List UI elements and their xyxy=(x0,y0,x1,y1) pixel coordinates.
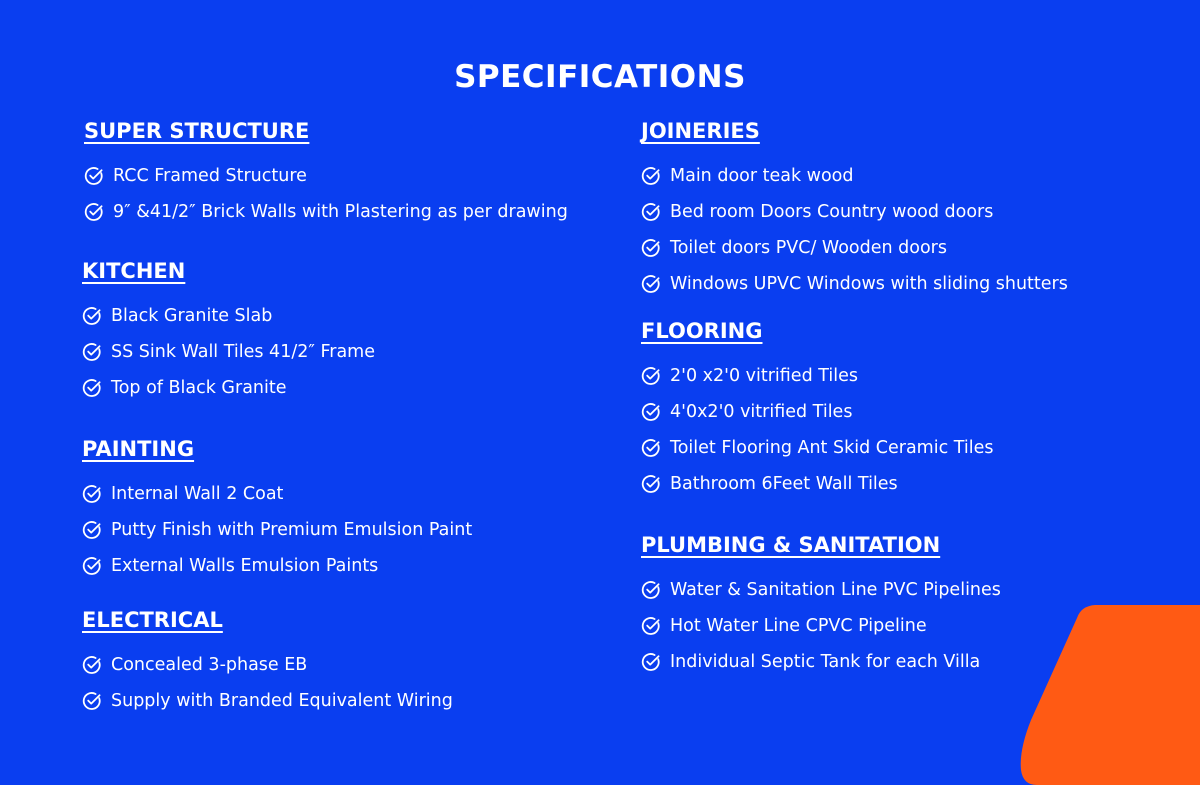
spec-item xyxy=(641,466,994,502)
spec-item-text: Black Granite Slab xyxy=(111,306,273,326)
spec-item xyxy=(641,230,1068,266)
section-plumbing-sanitation xyxy=(641,532,1001,680)
spec-item xyxy=(82,647,453,683)
spec-item xyxy=(82,683,453,719)
check-circle-icon xyxy=(641,166,661,186)
spec-item-text: External Walls Emulsion Paints xyxy=(111,556,379,576)
spec-item xyxy=(82,298,375,334)
spec-list xyxy=(641,358,994,502)
check-circle-icon xyxy=(82,378,102,398)
section-flooring xyxy=(641,318,994,502)
spec-item-text: 9″ &41/2″ Brick Walls with Plastering as per drawing xyxy=(113,202,568,222)
check-circle-icon xyxy=(641,474,661,494)
section-heading: FLOORING xyxy=(641,319,763,343)
spec-item-text: Putty Finish with Premium Emulsion Paint xyxy=(111,520,473,540)
spec-item-text: Windows UPVC Windows with sliding shutters xyxy=(670,274,1068,294)
section-heading: JOINERIES xyxy=(641,119,760,143)
check-circle-icon xyxy=(641,366,661,386)
section-heading: PAINTING xyxy=(82,437,195,461)
spec-item-text: Hot Water Line CPVC Pipeline xyxy=(670,616,927,636)
spec-list xyxy=(82,647,453,719)
check-circle-icon xyxy=(82,655,102,675)
spec-item-text: Concealed 3-phase EB xyxy=(111,655,308,675)
check-circle-icon xyxy=(84,166,104,186)
spec-item-text: Individual Septic Tank for each Villa xyxy=(670,652,981,672)
check-circle-icon xyxy=(82,556,102,576)
spec-item-text: Main door teak wood xyxy=(670,166,854,186)
check-circle-icon xyxy=(641,438,661,458)
spec-item xyxy=(82,512,472,548)
check-circle-icon xyxy=(641,274,661,294)
check-circle-icon xyxy=(84,202,104,222)
check-circle-icon xyxy=(82,691,102,711)
spec-item xyxy=(641,644,1001,680)
section-heading: ELECTRICAL xyxy=(82,608,223,632)
check-circle-icon xyxy=(82,342,102,362)
section-electrical xyxy=(82,607,453,719)
spec-item xyxy=(641,608,1001,644)
spec-item-text: Top of Black Granite xyxy=(111,378,287,398)
check-circle-icon xyxy=(641,616,661,636)
page-title: SPECIFICATIONS xyxy=(454,58,746,95)
check-circle-icon xyxy=(641,202,661,222)
spec-item-text: 4'0x2'0 vitrified Tiles xyxy=(670,402,853,422)
section-kitchen xyxy=(82,258,375,406)
spec-item-text: Toilet Flooring Ant Skid Ceramic Tiles xyxy=(670,438,994,458)
section-joineries xyxy=(641,118,1068,302)
orange-corner-shape xyxy=(1015,600,1200,785)
spec-item-text: Bed room Doors Country wood doors xyxy=(670,202,994,222)
spec-item xyxy=(641,572,1001,608)
spec-item xyxy=(82,476,472,512)
spec-item-text: Water & Sanitation Line PVC Pipelines xyxy=(670,580,1001,600)
spec-item xyxy=(84,158,568,194)
section-heading: SUPER STRUCTURE xyxy=(84,119,310,143)
check-circle-icon xyxy=(641,402,661,422)
spec-list xyxy=(641,572,1001,680)
section-painting xyxy=(82,436,472,584)
check-circle-icon xyxy=(82,484,102,504)
spec-item xyxy=(82,334,375,370)
section-super-structure xyxy=(84,118,568,230)
spec-item-text: Internal Wall 2 Coat xyxy=(111,484,284,504)
spec-item-text: Toilet doors PVC/ Wooden doors xyxy=(670,238,947,258)
check-circle-icon xyxy=(82,520,102,540)
spec-item xyxy=(641,430,994,466)
orange-shape-fill xyxy=(1021,605,1200,785)
spec-item-text: Bathroom 6Feet Wall Tiles xyxy=(670,474,898,494)
spec-list xyxy=(641,158,1068,302)
spec-item-text: Supply with Branded Equivalent Wiring xyxy=(111,691,453,711)
spec-item-text: SS Sink Wall Tiles 41/2″ Frame xyxy=(111,342,375,362)
section-heading: KITCHEN xyxy=(82,259,186,283)
spec-item xyxy=(641,266,1068,302)
spec-item xyxy=(82,548,472,584)
check-circle-icon xyxy=(641,238,661,258)
section-heading: PLUMBING & SANITATION xyxy=(641,533,941,557)
spec-list xyxy=(82,298,375,406)
check-circle-icon xyxy=(641,652,661,672)
spec-item-text: RCC Framed Structure xyxy=(113,166,307,186)
spec-item-text: 2'0 x2'0 vitrified Tiles xyxy=(670,366,858,386)
spec-item xyxy=(641,358,994,394)
spec-item xyxy=(82,370,375,406)
spec-item xyxy=(84,194,568,230)
spec-list xyxy=(84,158,568,230)
spec-item xyxy=(641,394,994,430)
spec-list xyxy=(82,476,472,584)
check-circle-icon xyxy=(82,306,102,326)
spec-item xyxy=(641,158,1068,194)
spec-item xyxy=(641,194,1068,230)
check-circle-icon xyxy=(641,580,661,600)
